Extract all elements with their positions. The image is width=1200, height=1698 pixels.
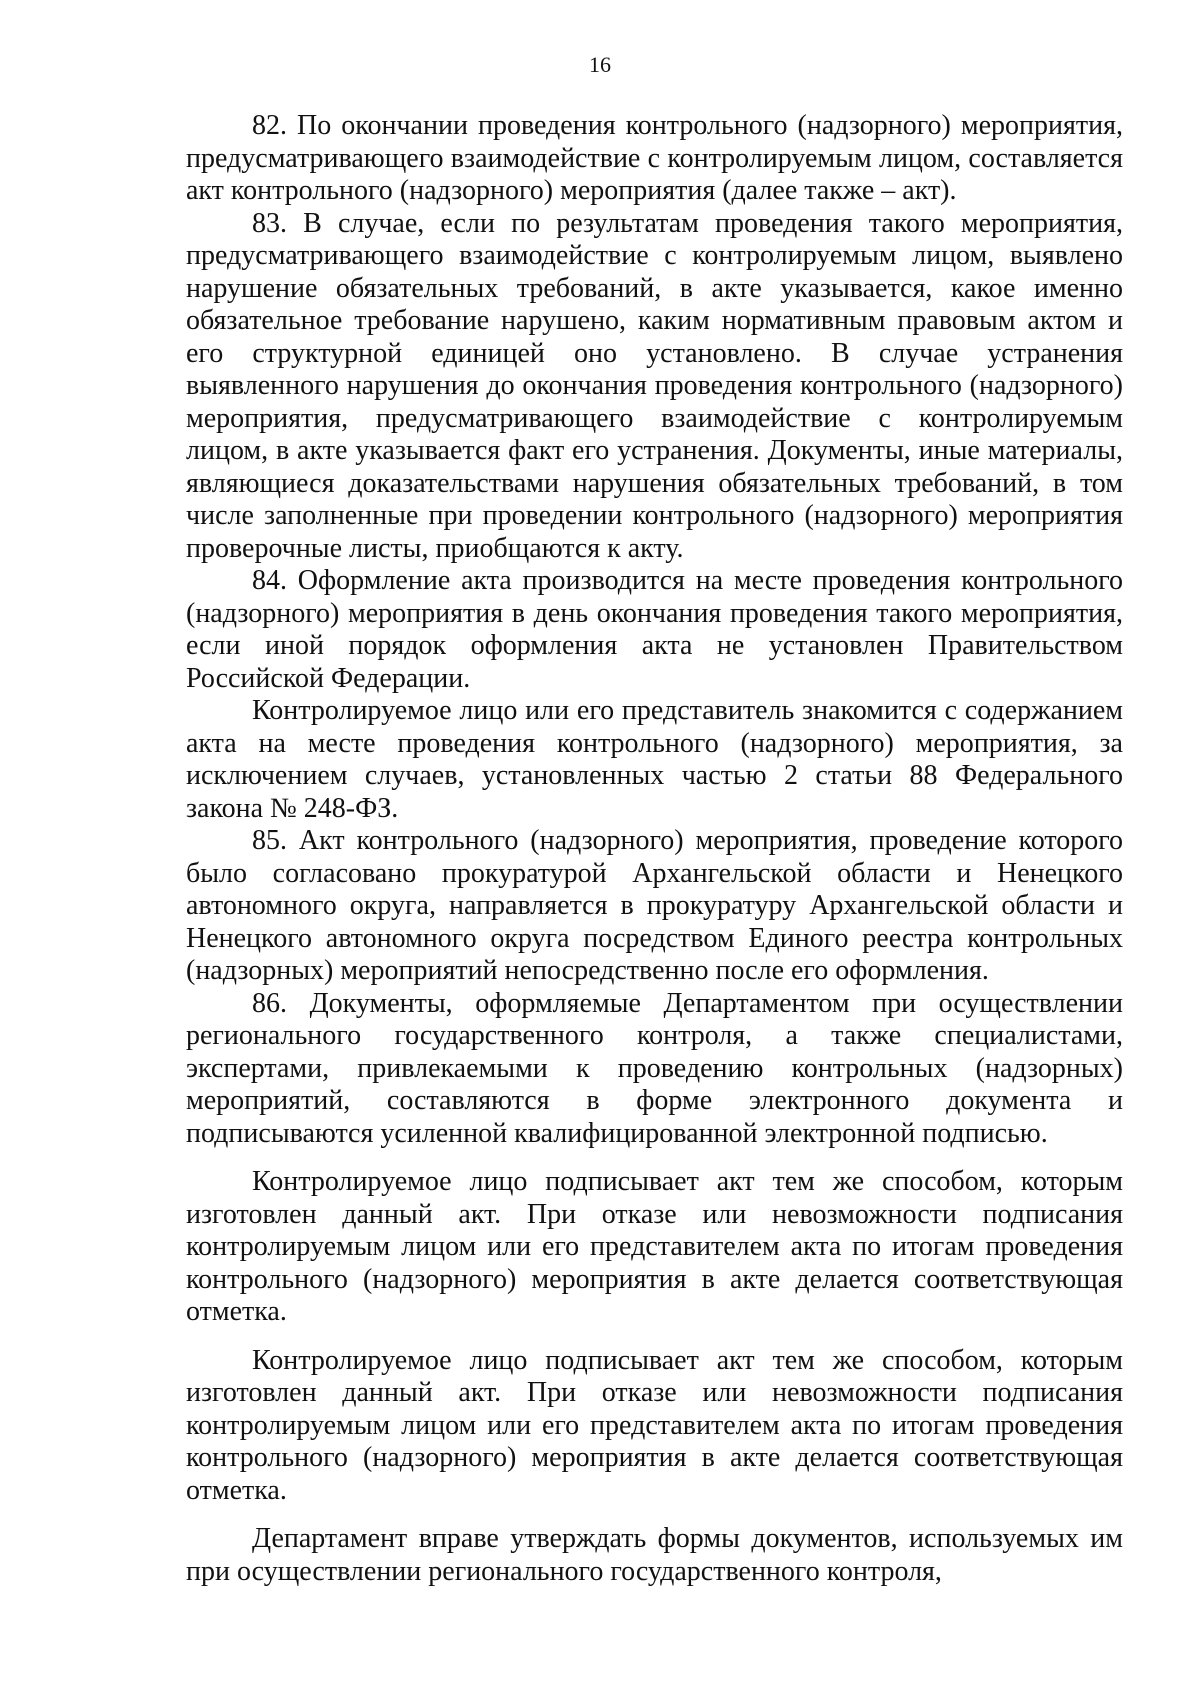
paragraph-86-signing-1: Контролируемое лицо подписывает акт тем же способом, которым изготовлен данный акт. При отказе или невозможности подписания контролируемым лицом или его представителем акта по итогам проведения контрольного (надзорного) мероприятия в акте делается соответствующая отметка. bbox=[186, 1166, 1123, 1327]
paragraph-83: 83. В случае, если по результатам проведения такого мероприятия, предусматривающего взаимодействие с контролируемым лицом, выявлено нарушение обязательных требований, в акте указывается, какое именно обязательное требование нарушено, каким нормативным правовым актом и его структурной единицей оно установлено. В случае устранения выявленного нарушения до окончания проведения контрольного (надзорного) мероприятия, предусматривающего взаимодействие с контролируемым лицом, в акте указывается факт его устранения. Документы, иные материалы, являющиеся доказательствами нарушения обязательных требований, в том числе заполненные при проведении контрольного (надзорного) мероприятия проверочные листы, приобщаются к акту. bbox=[186, 207, 1123, 564]
document-body bbox=[186, 110, 1123, 1588]
paragraph-84: 84. Оформление акта производится на месте проведения контрольного (надзорного) мероприятия в день окончания проведения такого мероприятия, если иной порядок оформления акта не установлен Правительством Российской Федерации. bbox=[186, 565, 1123, 694]
paragraph-85: 85. Акт контрольного (надзорного) мероприятия, проведение которого было согласовано прокуратурой Архангельской области и Ненецкого автономного округа, направляется в прокуратуру Архангельской области и Ненецкого автономного округа посредством Единого реестра контрольных (надзорных) мероприятий непосредственно после его оформления. bbox=[186, 825, 1123, 986]
paragraph-86-forms: Департамент вправе утверждать формы документов, используемых им при осуществлении регионального государственного контроля, bbox=[186, 1523, 1123, 1587]
paragraph-84-familiarization: Контролируемое лицо или его представитель знакомится с содержанием акта на месте проведения контрольного (надзорного) мероприятия, за исключением случаев, установленных частью 2 статьи 88 Федерального закона № 248-ФЗ. bbox=[186, 695, 1123, 824]
paragraph-86: 86. Документы, оформляемые Департаментом при осуществлении регионального государственного контроля, а также специалистами, экспертами, привлекаемыми к проведению контрольных (надзорных) мероприятий, составляются в форме электронного документа и подписываются усиленной квалифицированной электронной подписью. bbox=[186, 987, 1123, 1149]
paragraph-86-signing-2: Контролируемое лицо подписывает акт тем же способом, которым изготовлен данный акт. При отказе или невозможности подписания контролируемым лицом или его представителем акта по итогам проведения контрольного (надзорного) мероприятия в акте делается соответствующая отметка. bbox=[186, 1344, 1123, 1506]
page-number: 16 bbox=[589, 52, 611, 77]
paragraph-82: 82. По окончании проведения контрольного (надзорного) мероприятия, предусматривающего взаимодействие с контролируемым лицом, составляется акт контрольного (надзорного) мероприятия (далее также – акт). bbox=[186, 110, 1123, 206]
